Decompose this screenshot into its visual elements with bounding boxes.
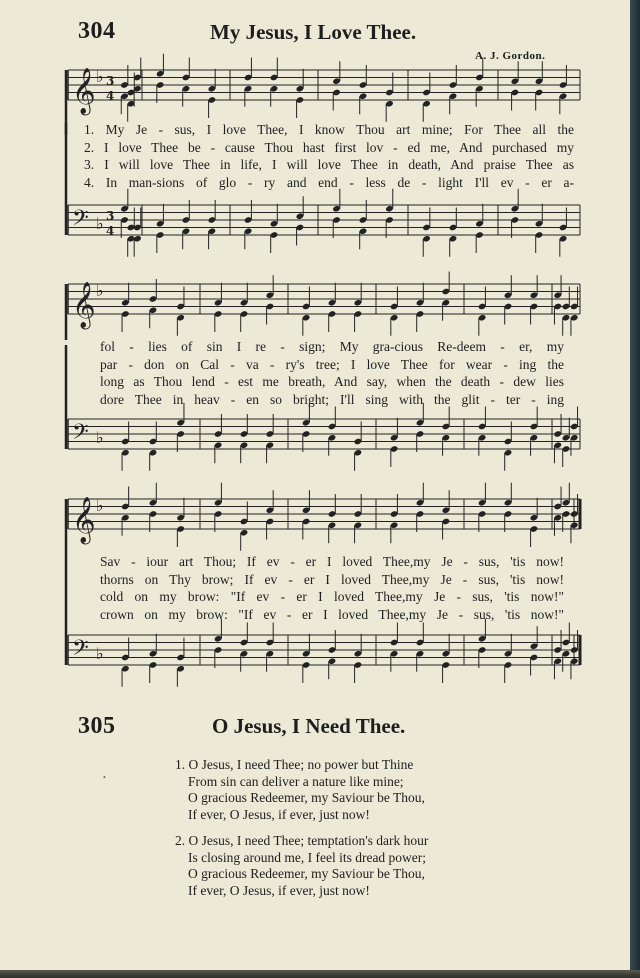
system-2-lyrics bbox=[100, 338, 564, 408]
lyric-line: long as Thou lend - est me breath, And say, when the death - dew lies bbox=[100, 374, 564, 389]
system-3-treble-staff bbox=[60, 485, 590, 560]
verse-line: 2. O Jesus, I need Thee; temptation's dark hour bbox=[175, 833, 429, 848]
hymn-304-author: A. J. Gordon. bbox=[475, 50, 546, 62]
time-signature: 4 bbox=[106, 89, 115, 103]
lyric-line: 1. My Je - sus, I love Thee, I know Thou art mine; For Thee all the bbox=[84, 122, 574, 137]
time-signature: 3 bbox=[106, 209, 115, 223]
lyric-line: crown on my brow: "If ev - er I loved Thee,my Je - sus, 'tis now!" bbox=[100, 606, 564, 622]
hymn-304-number: 304 bbox=[78, 18, 116, 44]
lyric-line: dore Thee in heav - en so bright; I'll sing with the glit - ter - ing bbox=[100, 391, 564, 407]
treble-clef-icon: 𝄞 bbox=[72, 68, 96, 114]
flat-sign-icon: ♭ bbox=[96, 214, 104, 233]
lyric-line: fol - lies of sin I re - sign; My gra-cious Re-deem - er, my bbox=[100, 339, 564, 354]
lyric-line: 4. In man-sions of glo - ry and end - less de - light I'll ev - er a- bbox=[84, 174, 574, 190]
verse-line: If ever, O Jesus, if ever, just now! bbox=[188, 806, 370, 822]
verse-line: 1. O Jesus, I need Thee; no power but Thine bbox=[175, 757, 414, 772]
bass-clef-icon: 𝄢 bbox=[72, 206, 89, 236]
flat-sign-icon: ♭ bbox=[96, 428, 104, 447]
hymn-305-title: O Jesus, I Need Thee. bbox=[212, 714, 406, 738]
verse-line: O gracious Redeemer, my Saviour be Thou, bbox=[188, 790, 425, 805]
lyric-line: Sav - iour art Thou; If ev - er I loved Thee,my Je - sus, 'tis now! bbox=[100, 554, 564, 569]
flat-sign-icon: ♭ bbox=[96, 496, 104, 515]
verse-line: Is closing around me, I feel its dread power; bbox=[188, 849, 427, 865]
system-3-bass-staff bbox=[60, 620, 590, 690]
system-1-bass-staff bbox=[60, 193, 590, 263]
treble-clef-icon: 𝄞 bbox=[72, 282, 96, 328]
lyric-line: cold on my brow: "If ev - er I loved Thee,my Je - sus, 'tis now!" bbox=[100, 589, 564, 604]
hymn-305-verse-1 bbox=[175, 757, 425, 823]
hymn-305-number: 305 bbox=[78, 713, 116, 739]
lyric-line: thorns on Thy brow; If ev - er I loved Thee,my Je - sus, 'tis now! bbox=[100, 571, 564, 587]
treble-clef-icon: 𝄞 bbox=[72, 497, 96, 543]
stray-mark: • bbox=[103, 773, 106, 782]
system-1-lyrics bbox=[84, 121, 574, 191]
hymn-305-verse-2 bbox=[175, 833, 428, 899]
page-bottom-edge bbox=[0, 970, 640, 978]
flat-sign-icon: ♭ bbox=[96, 644, 104, 663]
time-signature: 3 bbox=[106, 74, 115, 88]
hymn-304-title: My Jesus, I Love Thee. bbox=[210, 20, 417, 44]
lyric-line: par - don on Cal - va - ry's tree; I love Thee for wear - ing the bbox=[100, 356, 564, 372]
verse-line: If ever, O Jesus, if ever, just now! bbox=[188, 882, 370, 898]
bass-clef-icon: 𝄢 bbox=[72, 420, 89, 450]
verse-line: O gracious Redeemer, my Saviour be Thou, bbox=[188, 866, 425, 881]
time-signature: 4 bbox=[106, 224, 115, 238]
verse-line: From sin can deliver a nature like mine; bbox=[188, 773, 404, 789]
page-edge bbox=[630, 0, 640, 978]
flat-sign-icon: ♭ bbox=[96, 281, 104, 300]
lyric-line: 3. I will love Thee in life, I will love Thee in death, And praise Thee as bbox=[84, 157, 574, 172]
system-3-lyrics bbox=[100, 553, 564, 623]
flat-sign-icon: ♭ bbox=[96, 67, 104, 86]
lyric-line: 2. I love Thee be - cause Thou hast first lov - ed me, And purchased my bbox=[84, 139, 574, 155]
bass-clef-icon: 𝄢 bbox=[72, 636, 89, 666]
system-2-treble-staff bbox=[60, 270, 590, 340]
system-2-bass-staff bbox=[60, 405, 590, 475]
